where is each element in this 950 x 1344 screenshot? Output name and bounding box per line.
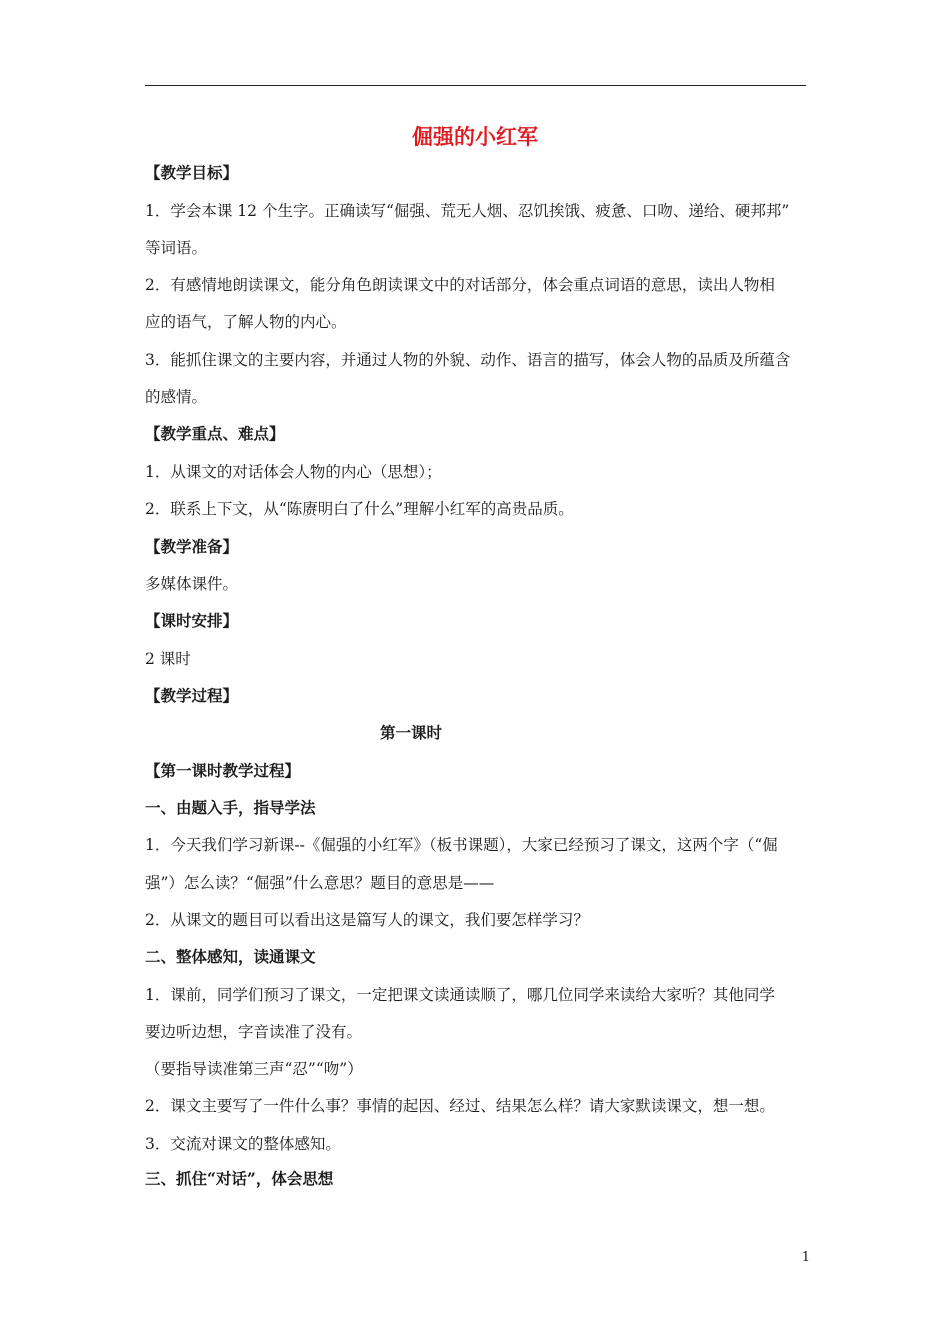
document-title: 倔强的小红军: [412, 125, 538, 149]
section-heading: 【教学过程】: [145, 686, 239, 705]
paragraph-line: 1．今天我们学习新课--《倔强的小红军》（板书课题），大家已经预习了课文，这两个字（“倔: [145, 836, 778, 854]
paragraph-line: 等词语。: [145, 239, 208, 257]
paragraph-line: 多媒体课件。: [145, 575, 239, 593]
paragraph-line: 3．能抓住课文的主要内容，并通过人物的外貌、动作、语言的描写，体会人物的品质及所蕴含: [145, 351, 791, 369]
paragraph-line: 2．课文主要写了一件什么事？事情的起因、经过、结果怎么样？请大家默读课文，想一想。: [145, 1097, 775, 1115]
paragraph-line: 的感情。: [145, 388, 208, 406]
paragraph-line: 1．从课文的对话体会人物的内心（思想）；: [145, 463, 442, 481]
paragraph-line: 2 课时: [145, 650, 191, 668]
paragraph-line: 2．有感情地朗读课文，能分角色朗读课文中的对话部分，体会重点词语的意思，读出人物相: [145, 276, 775, 294]
paragraph-line: 强”）怎么读？“倔强”什么意思？题目的意思是——: [145, 874, 495, 892]
section-heading: 二、整体感知，读通课文: [145, 947, 316, 966]
paragraph-line: 2．从课文的题目可以看出这是篇写人的课文，我们要怎样学习？: [145, 911, 589, 929]
paragraph-line: 应的语气，了解人物的内心。: [145, 313, 347, 331]
section-heading: 【教学目标】: [145, 163, 239, 182]
section-heading: 【第一课时教学过程】: [145, 761, 301, 780]
paragraph-line: 2．联系上下文，从“陈赓明白了什么”理解小红军的高贵品质。: [145, 500, 574, 518]
paragraph-line: 1．课前，同学们预习了课文，一定把课文读通读顺了，哪几位同学来读给大家听？其他同学: [145, 986, 775, 1004]
section-heading: 【教学重点、难点】: [145, 424, 285, 443]
paragraph-line: （要指导读准第三声“忍”“吻”）: [145, 1060, 363, 1078]
page-number: 1: [801, 1250, 810, 1265]
paragraph-line: 3．交流对课文的整体感知。: [145, 1135, 341, 1153]
section-heading: 【教学准备】: [145, 537, 239, 556]
section-heading: 【课时安排】: [145, 611, 239, 630]
section-heading: 一、由题入手，指导学法: [145, 798, 316, 817]
lesson-subtitle: 第一课时: [379, 723, 442, 742]
paragraph-line: 要边听边想，字音读准了没有。: [145, 1023, 363, 1041]
section-heading: 三、抓住“对话”，体会思想: [145, 1169, 334, 1188]
paragraph-line: 1．学会本课 12 个生字。正确读写“倔强、荒无人烟、忍饥挨饿、疲惫、口吻、递给、硬邦邦”: [145, 202, 790, 220]
header-rule: [145, 85, 806, 86]
